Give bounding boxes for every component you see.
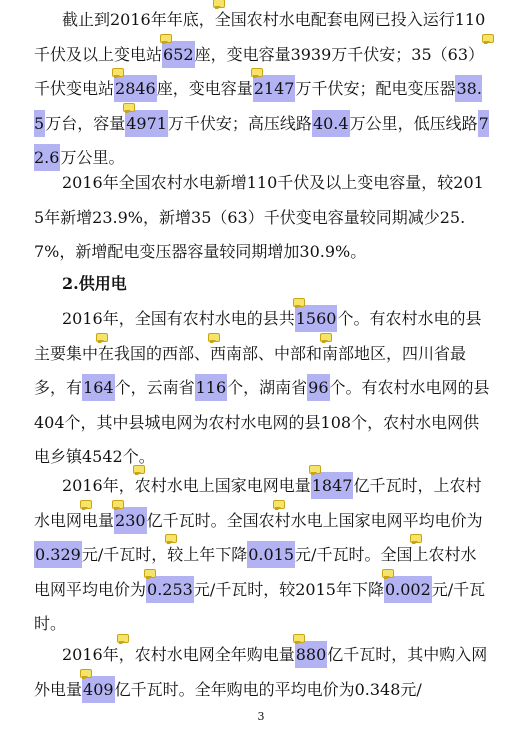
text: 西南部、中部和	[210, 343, 323, 363]
text: 千伏变电站	[34, 79, 115, 99]
text: 2016年	[62, 645, 119, 664]
paragraph-county-stats	[34, 302, 492, 475]
text: 元/千瓦时。全国	[295, 545, 413, 565]
highlighted-value: 0.015	[247, 541, 295, 568]
paragraph-capacity-growth	[34, 166, 492, 270]
text: 元/千瓦时，较2015年下降	[193, 579, 384, 599]
text: 电量	[82, 510, 115, 530]
highlighted-value: 72.6	[34, 110, 489, 172]
text: 截止到2016年年底，	[62, 10, 215, 29]
text: 个。有农村水电网的县404个，其中县城电网为农村水电网的县108个，农村水电网供电乡镇4542个。	[34, 378, 490, 467]
highlighted-value: 164	[82, 374, 115, 401]
text: 座，变电容量3939万千伏安；35（63）	[194, 44, 485, 64]
text: 亿千瓦时。全年购电的平均电价为0.348元/	[114, 679, 422, 699]
text: 亿千瓦时，其中购入网外电量	[34, 645, 488, 699]
page-number: 3	[257, 710, 265, 723]
text: 万公里，低压线路	[349, 113, 478, 133]
highlighted-value: 652	[162, 41, 195, 68]
text: 万千伏安；高压线路	[167, 113, 312, 133]
text: 亿千瓦时。全国农	[146, 510, 275, 530]
highlighted-value: 0.002	[384, 576, 432, 603]
highlighted-value: 0.329	[34, 541, 82, 568]
text: 个，云南省	[114, 378, 195, 398]
text: 在我国的西部、	[98, 343, 211, 363]
text: 座，变电容量	[156, 79, 253, 99]
highlighted-value: 409	[82, 676, 115, 703]
highlighted-value: 96	[307, 374, 329, 401]
text: 较上年下降	[167, 545, 248, 565]
text: 个，湖南省	[227, 378, 308, 398]
text: 万公里。	[60, 148, 125, 168]
text: 个。有农村水电的县主要集中	[34, 309, 482, 363]
text: 元/千瓦时。	[34, 579, 486, 634]
text: 村水电上国家电网平均电价为	[274, 510, 483, 530]
highlighted-value: 4971	[125, 110, 168, 137]
text: 亿千瓦时，上农村水电网	[34, 476, 482, 530]
text: 2016年全国农村水电新增110千伏及以上变电容量，较2015年新增23.9%，新增35（63）千伏变电容量较同期减少25.7%，新增配电变压器容量较同期增加30.9%。	[34, 173, 484, 262]
text: 万千伏安；配电变压器	[295, 79, 456, 99]
paragraph-purchase-electricity	[34, 638, 492, 707]
highlighted-value: 2846	[114, 75, 157, 102]
text: ，农村水电网全年购电量	[118, 645, 295, 664]
text: 南部地区，四川省最多，有	[34, 343, 467, 398]
paragraph-grid-electricity	[34, 469, 492, 642]
section-heading: 2.供用电	[62, 274, 127, 293]
text: 元/千瓦时，	[81, 545, 168, 565]
text: 万台，容量	[45, 113, 126, 133]
text: 全国农村水电配套电网已投入运行110千伏及以上变电站	[34, 10, 486, 64]
text: 农村水电上国家电网电量	[134, 476, 311, 495]
highlighted-value: 1847	[311, 472, 354, 499]
highlighted-value: 40.4	[312, 110, 350, 137]
highlighted-value: 2147	[253, 75, 296, 102]
highlighted-value: 230	[114, 507, 147, 534]
highlighted-value: 0.253	[146, 576, 194, 603]
text: 上农村水电网平均电价为	[34, 545, 477, 599]
highlighted-value: 880	[295, 641, 328, 668]
highlighted-value: 1560	[295, 305, 338, 332]
paragraph-substation-stats	[34, 3, 492, 176]
text: 2016年，全国有农村水电的县共	[62, 309, 295, 328]
highlighted-value: 116	[195, 374, 228, 401]
highlighted-value: 38.5	[34, 75, 482, 137]
text: 2016年，	[62, 476, 135, 495]
